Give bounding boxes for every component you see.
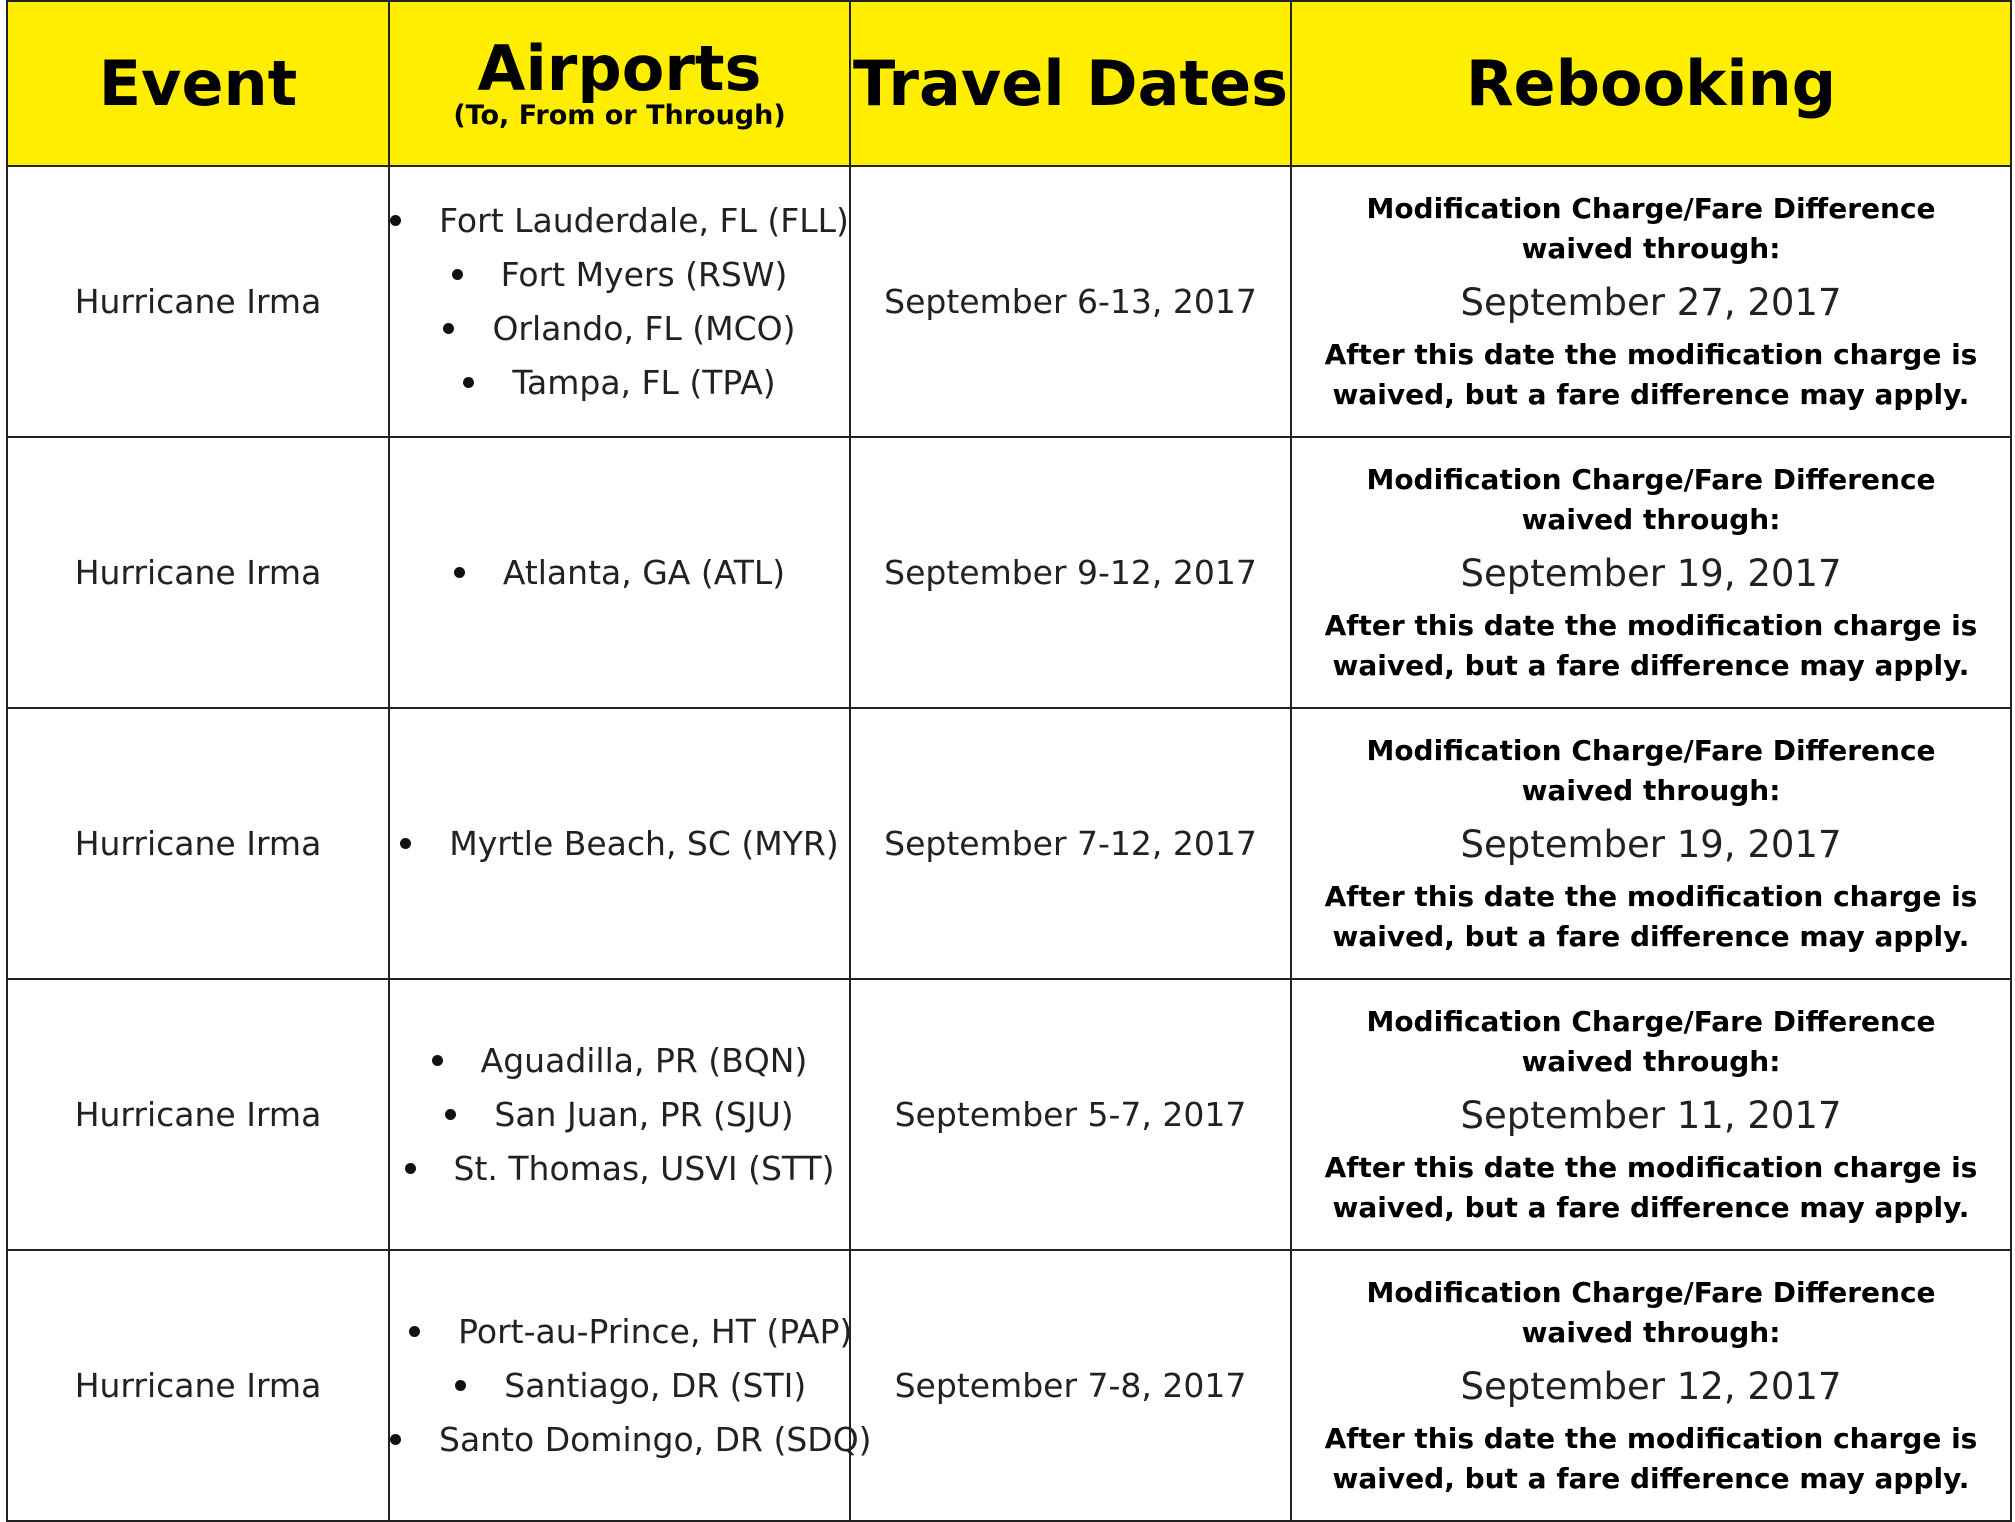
table-row	[7, 708, 2011, 979]
airports-cell	[389, 708, 850, 979]
header-rebooking: Rebooking	[1291, 1, 2011, 166]
bullet-icon	[445, 1109, 456, 1120]
rebooking-note-2: waived, but a fare difference may apply.	[1332, 1461, 1970, 1495]
bullet-icon	[405, 1163, 416, 1174]
travel-dates-cell: September 7-12, 2017	[850, 708, 1291, 979]
rebooking-cell	[1291, 437, 2011, 708]
rebooking-note: After this date the modification charge is	[1324, 1421, 1978, 1455]
rebooking-cell	[1291, 1250, 2011, 1521]
airport-name: Tampa, FL (TPA)	[512, 362, 776, 402]
rebooking-waiver-label: Modification Charge/Fare Difference	[1366, 191, 1936, 225]
bullet-icon	[390, 1434, 401, 1445]
airports-cell	[389, 979, 850, 1250]
rebooking-waiver-label: Modification Charge/Fare Difference	[1366, 1004, 1936, 1038]
rebooking-note: After this date the modification charge is	[1324, 337, 1978, 371]
airports-cell	[389, 166, 850, 437]
event-cell: Hurricane Irma	[7, 979, 389, 1250]
rebooking-note-2: waived, but a fare difference may apply.	[1332, 648, 1970, 682]
header-airports-sub: (To, From or Through)	[453, 100, 786, 131]
bullet-icon	[390, 215, 401, 226]
table-row	[7, 166, 2011, 437]
airports-cell	[389, 1250, 872, 1521]
rebooking-waiver-label-2: waived through:	[1521, 231, 1781, 265]
airport-list-item	[390, 356, 849, 410]
rebooking-note: After this date the modification charge is	[1324, 879, 1978, 913]
airport-name: Port-au-Prince, HT (PAP)	[458, 1311, 853, 1351]
bullet-icon	[455, 1380, 466, 1391]
airport-name: Santiago, DR (STI)	[504, 1365, 807, 1405]
table-body	[7, 166, 2011, 1521]
airports-cell	[389, 437, 850, 708]
rebooking-waiver-label: Modification Charge/Fare Difference	[1366, 1275, 1936, 1309]
rebooking-waiver-label-2: waived through:	[1521, 773, 1781, 807]
airport-list-item	[454, 546, 785, 600]
rebooking-note-2: waived, but a fare difference may apply.	[1332, 919, 1970, 953]
airport-name: St. Thomas, USVI (STT)	[453, 1148, 835, 1188]
travel-dates-cell: September 5-7, 2017	[850, 979, 1291, 1250]
airport-list-item	[405, 1034, 835, 1088]
event-cell: Hurricane Irma	[7, 1250, 389, 1521]
airport-list	[400, 817, 838, 871]
rebooking-waiver-date: September 12, 2017	[1460, 1364, 1842, 1408]
table-header	[7, 1, 2011, 166]
bullet-icon	[432, 1055, 443, 1066]
bullet-icon	[452, 269, 463, 280]
airport-name: Santo Domingo, DR (SDQ)	[439, 1419, 872, 1459]
travel-dates-cell: September 6-13, 2017	[850, 166, 1291, 437]
header-event: Event	[7, 1, 389, 166]
rebooking-cell	[1291, 166, 2011, 437]
rebooking-waiver-label-2: waived through:	[1521, 1044, 1781, 1078]
airport-name: Atlanta, GA (ATL)	[502, 552, 786, 592]
airport-list	[454, 546, 785, 600]
bullet-icon	[454, 567, 465, 578]
airport-name: San Juan, PR (SJU)	[494, 1094, 794, 1134]
rebooking-waiver-date: September 11, 2017	[1460, 1093, 1842, 1137]
header-row	[7, 1, 2011, 166]
airport-list	[405, 1034, 835, 1196]
bullet-icon	[443, 323, 454, 334]
rebooking-note: After this date the modification charge is	[1324, 1150, 1978, 1184]
rebooking-waiver-label-2: waived through:	[1521, 502, 1781, 536]
table-row	[7, 1250, 2011, 1521]
airport-list-item	[390, 194, 849, 248]
table-row	[7, 437, 2011, 708]
rebooking-cell	[1291, 979, 2011, 1250]
event-cell: Hurricane Irma	[7, 166, 389, 437]
rebooking-waiver-date: September 27, 2017	[1460, 280, 1842, 324]
rebooking-waiver-label-2: waived through:	[1521, 1315, 1781, 1349]
bullet-icon	[409, 1326, 420, 1337]
airport-list-item	[400, 817, 838, 871]
rebooking-waiver-label: Modification Charge/Fare Difference	[1366, 733, 1936, 767]
airport-list-item	[390, 1305, 872, 1359]
event-cell: Hurricane Irma	[7, 437, 389, 708]
airport-name: Fort Lauderdale, FL (FLL)	[439, 200, 849, 240]
event-cell: Hurricane Irma	[7, 708, 389, 979]
airport-name: Orlando, FL (MCO)	[492, 308, 796, 348]
airport-list-item	[390, 1413, 872, 1467]
airport-name: Aguadilla, PR (BQN)	[480, 1040, 808, 1080]
header-airports	[389, 1, 850, 166]
bullet-icon	[400, 838, 411, 849]
header-airports-label: Airports	[477, 32, 762, 105]
rebooking-note-2: waived, but a fare difference may apply.	[1332, 1190, 1970, 1224]
rebooking-policy-table	[6, 0, 2012, 1522]
airport-name: Myrtle Beach, SC (MYR)	[449, 823, 839, 863]
header-travel-dates: Travel Dates	[850, 1, 1291, 166]
airport-list-item	[390, 1359, 872, 1413]
rebooking-note: After this date the modification charge is	[1324, 608, 1978, 642]
travel-dates-cell: September 9-12, 2017	[850, 437, 1291, 708]
airport-list	[390, 1305, 872, 1467]
table-row	[7, 979, 2011, 1250]
airport-list	[390, 194, 849, 410]
airport-list-item	[390, 302, 849, 356]
rebooking-note-2: waived, but a fare difference may apply.	[1332, 377, 1970, 411]
airport-name: Fort Myers (RSW)	[500, 254, 788, 294]
bullet-icon	[463, 377, 474, 388]
airport-list-item	[405, 1142, 835, 1196]
airport-list-item	[390, 248, 849, 302]
rebooking-waiver-label: Modification Charge/Fare Difference	[1366, 462, 1936, 496]
rebooking-waiver-date: September 19, 2017	[1460, 822, 1842, 866]
travel-dates-cell: September 7-8, 2017	[850, 1250, 1291, 1521]
airport-list-item	[405, 1088, 835, 1142]
rebooking-cell	[1291, 708, 2011, 979]
rebooking-waiver-date: September 19, 2017	[1460, 551, 1842, 595]
